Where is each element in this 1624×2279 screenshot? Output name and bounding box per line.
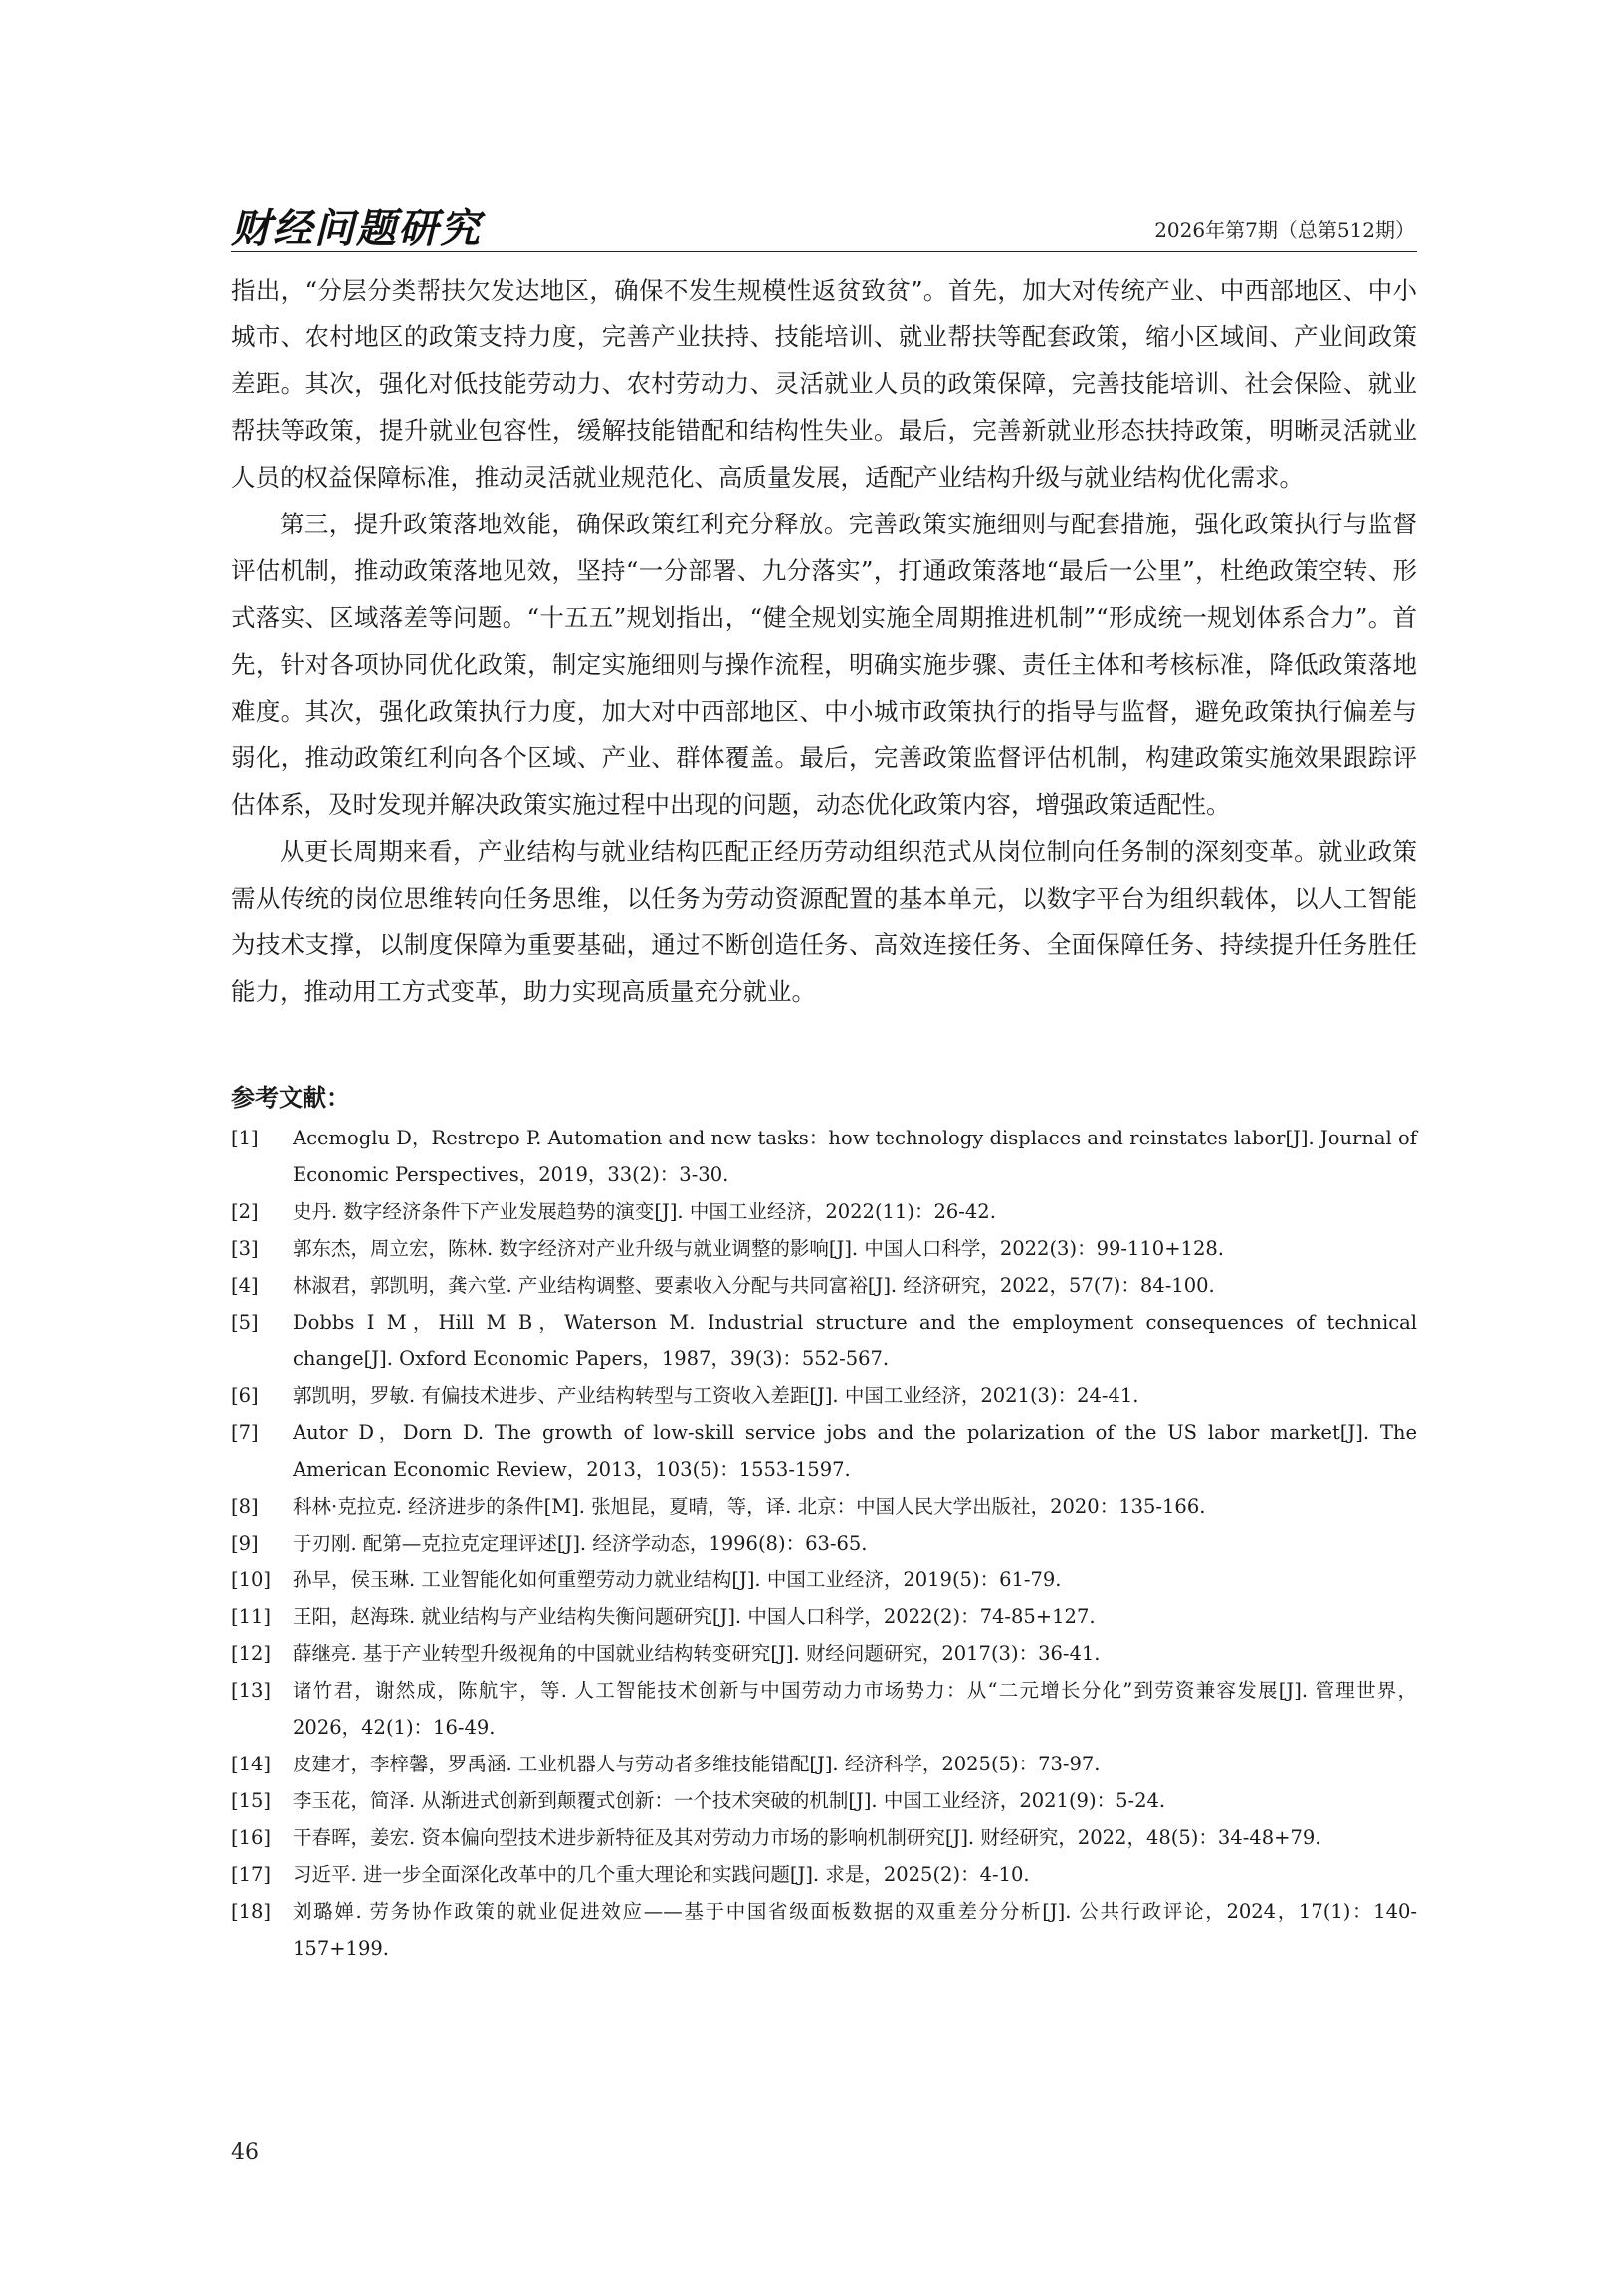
journal-logo: 财经问题研究	[231, 205, 482, 252]
reference-item	[231, 1230, 1417, 1267]
reference-number: [6]	[231, 1384, 259, 1407]
reference-number: [7]	[231, 1421, 259, 1444]
reference-text: 孙早，侯玉琳. 工业智能化如何重塑劳动力就业结构[J]. 中国工业经济，2019(5)：61-79.	[293, 1568, 1062, 1591]
reference-number: [18]	[231, 1900, 272, 1923]
reference-text: 林淑君，郭凯明，龚六堂. 产业结构调整、要素收入分配与共同富裕[J]. 经济研究，2022，57(7)：84-100.	[293, 1274, 1215, 1297]
reference-text: 干春晖，姜宏. 资本偏向型技术进步新特征及其对劳动力市场的影响机制研究[J]. 财经研究，2022，48(5)：34-48+79.	[293, 1826, 1321, 1849]
paragraph: 第三，提升政策落地效能，确保政策红利充分释放。完善政策实施细则与配套措施，强化政策执行与监督评估机制，推动政策落地见效，坚持“一分部署、九分落实”，打通政策落地“最后一公里”，杜绝政策空转、形式落实、区域落差等问题。“十五五”规划指出，“健全规划实施全周期推进机制”“形成统一规划体系合力”。首先，针对各项协同优化政策，制定实施细则与操作流程，明确实施步骤、责任主体和考核标准，降低政策落地难度。其次，强化政策执行力度，加大对中西部地区、中小城市政策执行的指导与监督，避免政策执行偏差与弱化，推动政策红利向各个区域、产业、群体覆盖。最后，完善政策监督评估机制，构建政策实施效果跟踪评估体系，及时发现并解决政策实施过程中出现的问题，动态优化政策内容，增强政策适配性。	[231, 510, 1417, 819]
reference-text: 刘璐婵. 劳务协作政策的就业促进效应——基于中国省级面板数据的双重差分分析[J]. 公共行政评论，2024，17(1)：140-157+199.	[293, 1900, 1417, 1960]
reference-item	[231, 1819, 1417, 1856]
reference-number: [5]	[231, 1311, 259, 1334]
reference-item	[231, 1525, 1417, 1561]
paragraph: 指出，“分层分类帮扶欠发达地区，确保不发生规模性返贫致贫”。首先，加大对传统产业、中西部地区、中小城市、农村地区的政策支持力度，完善产业扶持、技能培训、就业帮扶等配套政策，缩小区域间、产业间政策差距。其次，强化对低技能劳动力、农村劳动力、灵活就业人员的政策保障，完善技能培训、社会保险、就业帮扶等政策，提升就业包容性，缓解技能错配和结构性失业。最后，完善新就业形态扶持政策，明晰灵活就业人员的权益保障标准，推动灵活就业规范化、高质量发展，适配产业结构升级与就业结构优化需求。	[231, 276, 1417, 492]
reference-item	[231, 1561, 1417, 1598]
reference-number: [3]	[231, 1237, 259, 1260]
reference-number: [8]	[231, 1495, 259, 1518]
reference-list	[231, 1120, 1417, 1967]
reference-item	[231, 1488, 1417, 1525]
reference-item	[231, 1782, 1417, 1819]
reference-item	[231, 1193, 1417, 1230]
reference-number: [11]	[231, 1605, 272, 1628]
reference-text: 科林·克拉克. 经济进步的条件[M]. 张旭昆，夏晴，等，译. 北京：中国人民大学出版社，2020：135-166.	[293, 1495, 1206, 1518]
reference-text: 诸竹君，谢然成，陈航宇，等. 人工智能技术创新与中国劳动力市场势力：从“二元增长分化”到劳资兼容发展[J]. 管理世界，2026，42(1)：16-49.	[293, 1679, 1417, 1739]
reference-number: [13]	[231, 1679, 272, 1702]
reference-text: 史丹. 数字经济条件下产业发展趋势的演变[J]. 中国工业经济，2022(11)：26-42.	[293, 1200, 996, 1223]
reference-item	[231, 1746, 1417, 1782]
reference-number: [15]	[231, 1789, 272, 1812]
reference-text: Acemoglu D，Restrepo P. Automation and new tasks：how technology displaces and reinstates labor[J]. Journal of Economic Perspectives，2019，33(2)：3-30.	[293, 1127, 1417, 1186]
reference-text: Autor D，Dorn D. The growth of low-skill service jobs and the polarization of the US labor market[J]. The American Economic Review，2013，103(5)：1553-1597.	[293, 1421, 1417, 1481]
reference-item	[231, 1120, 1417, 1193]
reference-number: [9]	[231, 1532, 259, 1554]
body-text	[231, 267, 1417, 1015]
reference-number: [1]	[231, 1127, 259, 1149]
reference-item	[231, 1672, 1417, 1746]
reference-number: [10]	[231, 1568, 272, 1591]
reference-number: [4]	[231, 1274, 259, 1297]
reference-text: 郭凯明，罗敏. 有偏技术进步、产业结构转型与工资收入差距[J]. 中国工业经济，2021(3)：24-41.	[293, 1384, 1139, 1407]
reference-item	[231, 1377, 1417, 1414]
reference-item	[231, 1856, 1417, 1893]
reference-number: [14]	[231, 1753, 272, 1775]
reference-text: 李玉花，简泽. 从渐进式创新到颠覆式创新：一个技术突破的机制[J]. 中国工业经济，2021(9)：5-24.	[293, 1789, 1166, 1812]
reference-item	[231, 1304, 1417, 1377]
reference-text: 皮建才，李梓馨，罗禹涵. 工业机器人与劳动者多维技能错配[J]. 经济科学，2025(5)：73-97.	[293, 1753, 1101, 1775]
reference-item	[231, 1598, 1417, 1635]
reference-text: 薛继亮. 基于产业转型升级视角的中国就业结构转变研究[J]. 财经问题研究，2017(3)：36-41.	[293, 1642, 1101, 1665]
reference-item	[231, 1414, 1417, 1488]
reference-text: 郭东杰，周立宏，陈林. 数字经济对产业升级与就业调整的影响[J]. 中国人口科学，2022(3)：99-110+128.	[293, 1237, 1224, 1260]
issue-info: 2026年第7期（总第512期）	[1154, 218, 1415, 242]
reference-text: 于刃刚. 配第—克拉克定理评述[J]. 经济学动态，1996(8)：63-65.	[293, 1532, 868, 1554]
reference-text: 王阳，赵海珠. 就业结构与产业结构失衡问题研究[J]. 中国人口科学，2022(2)：74-85+127.	[293, 1605, 1096, 1628]
reference-number: [17]	[231, 1863, 272, 1886]
reference-text: 习近平. 进一步全面深化改革中的几个重大理论和实践问题[J]. 求是，2025(2)：4-10.	[293, 1863, 1030, 1886]
reference-text: Dobbs I M，Hill M B，Waterson M. Industrial structure and the employment consequences of technical change[J]. Oxford Economic Papers，1987，39(3)：552-567.	[293, 1311, 1417, 1370]
reference-item	[231, 1635, 1417, 1672]
reference-number: [16]	[231, 1826, 272, 1849]
paragraph: 从更长周期来看，产业结构与就业结构匹配正经历劳动组织范式从岗位制向任务制的深刻变革。就业政策需从传统的岗位思维转向任务思维，以任务为劳动资源配置的基本单元，以数字平台为组织载体，以人工智能为技术支撑，以制度保障为重要基础，通过不断创造任务、高效连接任务、全面保障任务、持续提升任务胜任能力，推动用工方式变革，助力实现高质量充分就业。	[231, 837, 1417, 1006]
page-header	[231, 195, 1417, 252]
reference-number: [2]	[231, 1200, 259, 1223]
page-number: 46	[231, 2140, 259, 2165]
references-heading: 参考文献：	[231, 1084, 350, 1112]
reference-item	[231, 1893, 1417, 1967]
reference-item	[231, 1267, 1417, 1304]
reference-number: [12]	[231, 1642, 272, 1665]
